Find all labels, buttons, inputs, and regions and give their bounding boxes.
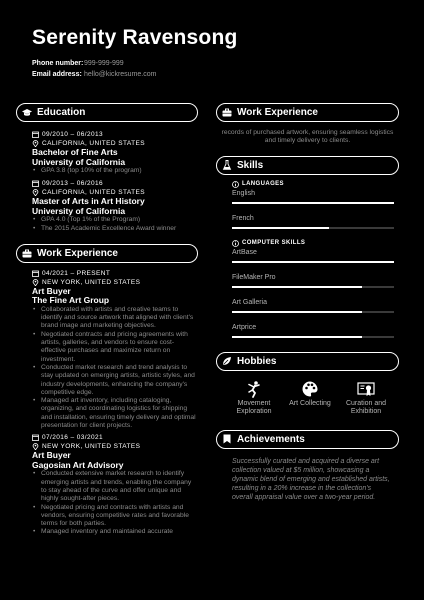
bullet-item: • Conducted extensive market research to identify emerging artists and trends, enabling the company to stay ahead of the curve and offer unique and highly sought-after pieces. bbox=[32, 470, 198, 503]
education-dates: 09/2010 – 06/2013 bbox=[32, 130, 198, 139]
hobbies-list bbox=[226, 378, 394, 417]
work-continued-text: records of purchased artwork, ensuring seamless logistics and timely delivery to clients. bbox=[221, 129, 394, 145]
skills-section-header bbox=[216, 156, 399, 175]
skill-bar-fill bbox=[232, 336, 362, 338]
right-column bbox=[216, 103, 399, 502]
work-title: Work Experience bbox=[37, 247, 118, 259]
skills-computer bbox=[232, 239, 399, 338]
bullet-item: • GPA 3.8 (top 10% of the program) bbox=[32, 167, 198, 175]
location-pin-icon bbox=[32, 140, 39, 147]
work-dates: 07/2016 – 03/2021 bbox=[32, 433, 198, 442]
hobby-label: Curation and Exhibition bbox=[345, 399, 387, 416]
award-icon bbox=[338, 378, 394, 400]
school-name: University of California bbox=[32, 205, 126, 216]
hobby-item bbox=[338, 378, 394, 417]
skill-name: FileMaker Pro bbox=[232, 273, 276, 281]
skill-bar bbox=[232, 227, 394, 229]
job-role: Art Buyer bbox=[32, 285, 71, 296]
work-entry bbox=[32, 433, 198, 536]
degree-title: Bachelor of Fine Arts bbox=[32, 147, 118, 157]
education-entry bbox=[32, 179, 198, 233]
email-row bbox=[32, 69, 156, 80]
leaf-icon bbox=[222, 356, 232, 366]
contact-info bbox=[32, 58, 156, 80]
skill-bar bbox=[232, 261, 394, 263]
education-bullets bbox=[32, 216, 198, 233]
work-continued-section-header bbox=[216, 103, 399, 122]
education-title: Education bbox=[37, 107, 86, 118]
bullet-item: • Negotiated contracts and pricing agreements with artists, galleries, and vendors to ensure cost-effective purchases and maximize return on investment. bbox=[32, 331, 198, 364]
education-entry bbox=[32, 130, 198, 175]
calendar-icon bbox=[32, 434, 39, 441]
dancer-icon bbox=[226, 378, 282, 400]
hobbies-title: Hobbies bbox=[237, 355, 277, 367]
skill-name: English bbox=[232, 189, 255, 197]
skill-bar-fill bbox=[232, 261, 394, 263]
education-dates: 09/2013 – 06/2016 bbox=[32, 179, 198, 188]
palette-icon bbox=[282, 378, 338, 400]
hobby-item bbox=[282, 378, 338, 417]
work-section-header bbox=[16, 244, 198, 263]
graduation-cap-icon bbox=[22, 108, 32, 118]
skills-title: Skills bbox=[237, 159, 264, 171]
bullet-item: • Managed inventory and maintained accurate bbox=[32, 528, 198, 536]
skill-name: Artprice bbox=[232, 323, 257, 331]
skill-bar bbox=[232, 336, 394, 338]
phone-label: Phone number: bbox=[32, 60, 84, 67]
achievements-section-header bbox=[216, 430, 399, 449]
work-location: NEW YORK, UNITED STATES bbox=[32, 278, 198, 287]
hobby-label: Art Collecting bbox=[289, 399, 331, 407]
info-icon bbox=[232, 181, 239, 188]
left-column bbox=[16, 103, 198, 537]
achievements-title: Achievements bbox=[237, 433, 305, 445]
email-value: hello@kickresume.com bbox=[84, 71, 157, 78]
skill-bar bbox=[232, 286, 394, 288]
hobby-item bbox=[226, 378, 282, 417]
location-pin-icon bbox=[32, 189, 39, 196]
skill-bar bbox=[232, 202, 394, 204]
education-bullets bbox=[32, 167, 198, 175]
skill-bar-fill bbox=[232, 311, 362, 313]
briefcase-icon bbox=[22, 248, 32, 258]
job-role: Art Buyer bbox=[32, 450, 71, 461]
languages-heading: LANGUAGES bbox=[232, 180, 399, 189]
bullet-item: • GPA 4.0 (Top 1% of the Program) bbox=[32, 216, 198, 224]
skill-name: French bbox=[232, 214, 254, 222]
bullet-item: • Collaborated with artists and creative teams to identify and source artwork that aligned with client's brand image and marketing objectives. bbox=[32, 306, 198, 331]
location-pin-icon bbox=[32, 279, 39, 286]
work-bullets bbox=[32, 470, 198, 536]
school-name: University of California bbox=[32, 156, 126, 167]
skill-bar-fill bbox=[232, 202, 394, 204]
flask-icon bbox=[222, 160, 232, 170]
info-icon bbox=[232, 240, 239, 247]
education-location: CALIFORNIA, UNITED STATES bbox=[32, 188, 198, 197]
hobbies-section-header bbox=[216, 352, 399, 371]
achievements-text: Successfully curated and acquired a diverse art collection valued at $5 million, showcasing a dynamic blend of emerging and established artists, resulting in a 20% increase in the collection's overall appraisal value over a two-year period. bbox=[232, 457, 390, 501]
skill-bar-fill bbox=[232, 227, 329, 229]
company-name: Gagosian Art Advisory bbox=[32, 459, 124, 470]
bookmark-icon bbox=[222, 434, 232, 444]
work-bullets bbox=[32, 306, 198, 430]
calendar-icon bbox=[32, 270, 39, 277]
work-continued-title: Work Experience bbox=[237, 107, 318, 118]
phone-row bbox=[32, 58, 156, 69]
bullet-item: • Conducted market research and trend analysis to stay updated on emerging artists, artistic styles, and industry developments, enhancing the company's competitive edge. bbox=[32, 364, 198, 397]
briefcase-icon bbox=[222, 108, 232, 118]
education-location: CALIFORNIA, UNITED STATES bbox=[32, 139, 198, 148]
skill-name: ArtBase bbox=[232, 248, 257, 256]
candidate-name: Serenity Ravensong bbox=[32, 26, 238, 49]
location-pin-icon bbox=[32, 443, 39, 450]
work-dates: 04/2021 – PRESENT bbox=[32, 269, 198, 278]
hobby-label: Movement Exploration bbox=[236, 399, 272, 416]
calendar-icon bbox=[32, 180, 39, 187]
email-label: Email address: bbox=[32, 71, 82, 78]
skill-name: Art Galleria bbox=[232, 298, 268, 306]
degree-title: Master of Arts in Art History bbox=[32, 196, 145, 207]
skills-languages bbox=[232, 180, 399, 229]
bullet-item: • The 2015 Academic Excellence Award winner bbox=[32, 225, 198, 233]
skill-bar bbox=[232, 311, 394, 313]
work-entry bbox=[32, 269, 198, 430]
computer-skills-heading: COMPUTER SKILLS bbox=[232, 239, 399, 248]
phone-value: 999-999-999 bbox=[84, 60, 124, 67]
bullet-item: • Negotiated pricing and contracts with artists and vendors, ensuring competitive rates and favorable terms for both parties. bbox=[32, 504, 198, 529]
bullet-item: • Managed art inventory, including cataloging, organizing, and coordinating logistics for shipping and installation, ensuring timely delivery and optimal presentation for client projects. bbox=[32, 397, 198, 430]
skill-bar-fill bbox=[232, 286, 362, 288]
company-name: The Fine Art Group bbox=[32, 295, 110, 306]
calendar-icon bbox=[32, 131, 39, 138]
work-location: NEW YORK, UNITED STATES bbox=[32, 442, 198, 451]
education-section-header bbox=[16, 103, 198, 122]
